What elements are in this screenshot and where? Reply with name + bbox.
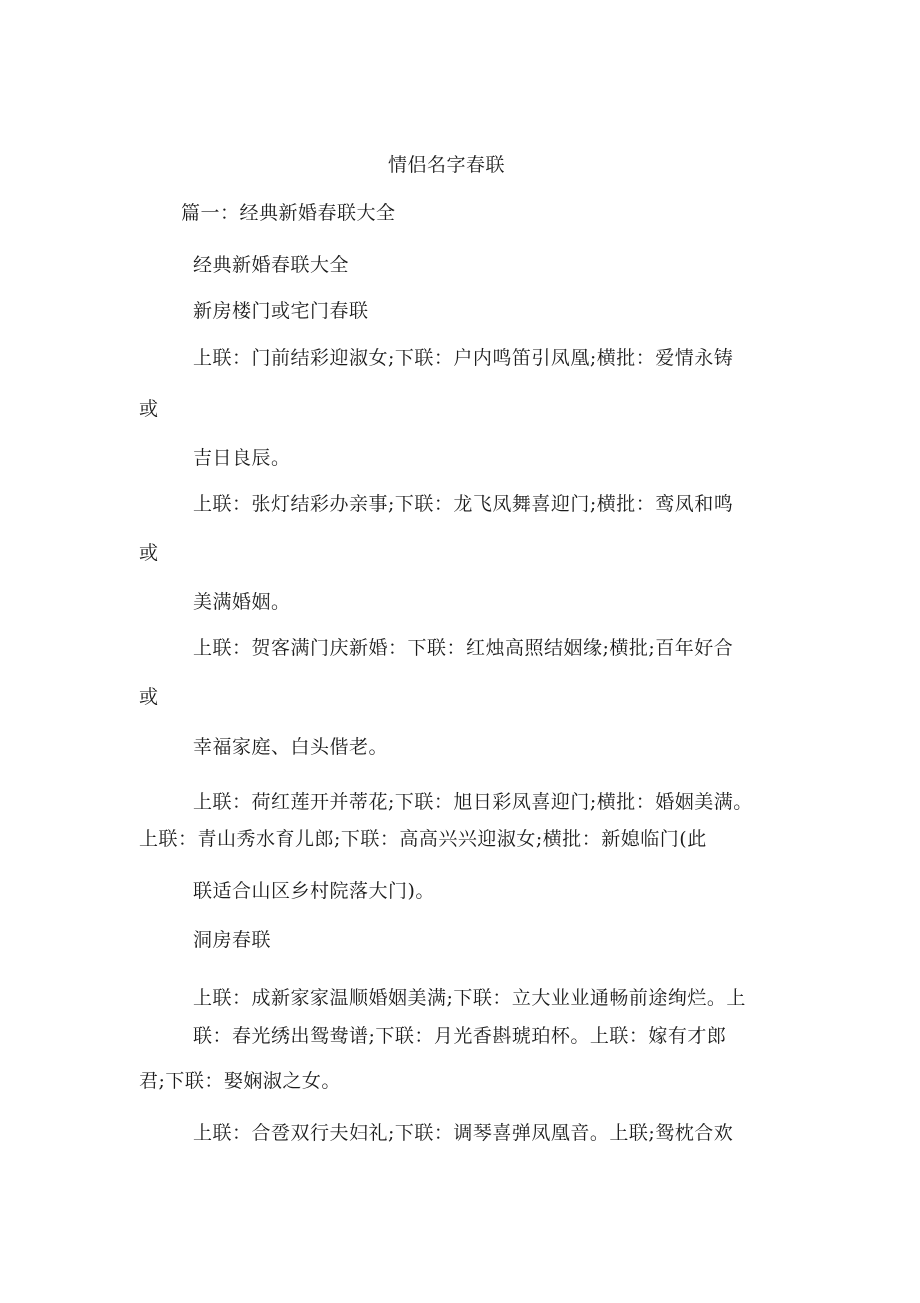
- couplet-line: 联适合山区乡村院落大门)。: [193, 880, 435, 902]
- couplet-line: 联：春光绣出鸳鸯谱;下联：月光香斟琥珀杯。上联：嫁有才郎: [193, 1025, 727, 1047]
- subheading: 新房楼门或宅门春联: [193, 300, 369, 322]
- subheading: 经典新婚春联大全: [193, 254, 350, 276]
- couplet-line: 或: [139, 398, 159, 420]
- couplet-line: 上联：张灯结彩办亲事;下联：龙飞凤舞喜迎门;横批：鸾凤和鸣: [193, 493, 734, 515]
- couplet-line: 或: [139, 542, 159, 564]
- couplet-line: 上联：青山秀水育儿郎;下联：高高兴兴迎淑女;横批：新媳临门(此: [139, 828, 707, 850]
- couplet-line: 美满婚姻。: [193, 591, 291, 613]
- couplet-line: 或: [139, 686, 159, 708]
- couplet-line: 上联：成新家家温顺婚姻美满;下联：立大业业通畅前途绚烂。上: [193, 987, 746, 1009]
- couplet-line: 君;下联：娶娴淑之女。: [139, 1070, 341, 1092]
- couplet-line: 吉日良辰。: [193, 447, 291, 469]
- document-title: 情侣名字春联: [388, 154, 506, 176]
- couplet-line: 幸福家庭、白头偕老。: [193, 736, 389, 758]
- section-heading: 篇一：经典新婚春联大全: [181, 202, 396, 224]
- couplet-line: 上联：荷红莲开并蒂花;下联：旭日彩凤喜迎门;横批：婚姻美满。: [193, 791, 753, 813]
- couplet-line: 上联：合卺双行夫妇礼;下联：调琴喜弹凤凰音。上联;鸳枕合欢: [193, 1122, 734, 1144]
- couplet-line: 上联：门前结彩迎淑女;下联：户内鸣笛引凤凰;横批：爱情永铸: [193, 347, 734, 369]
- subheading: 洞房春联: [193, 929, 272, 951]
- couplet-line: 上联：贺客满门庆新婚：下联：红烛高照结姻缘;横批;百年好合: [193, 637, 734, 659]
